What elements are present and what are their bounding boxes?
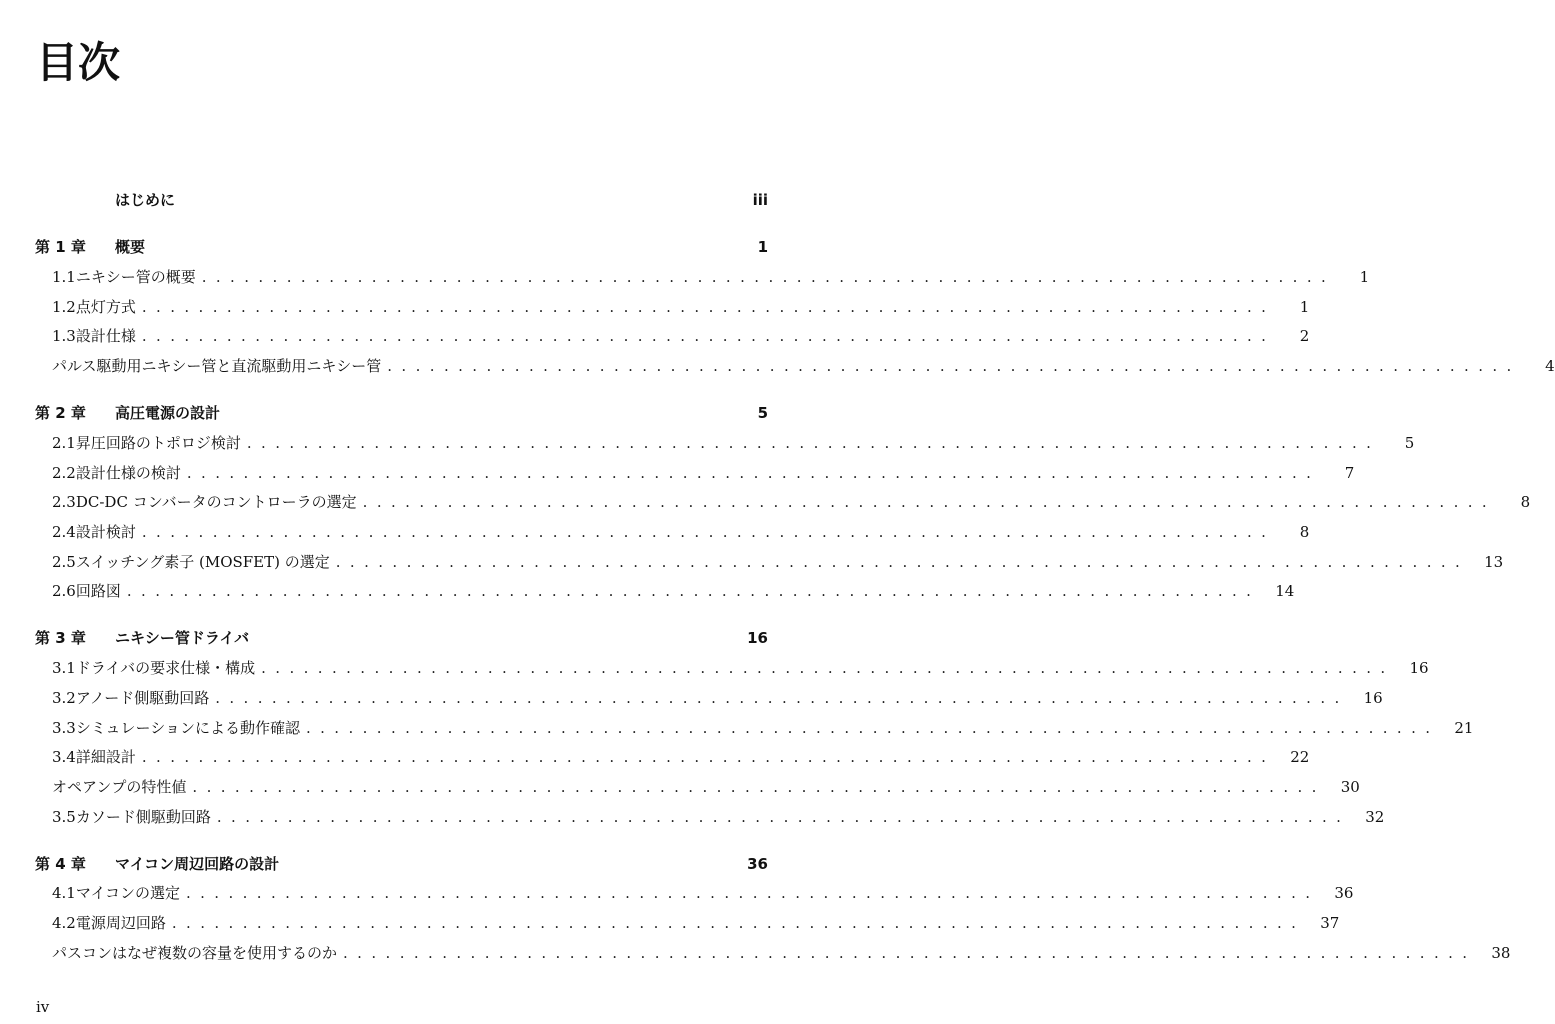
- entry-number: 1.1: [52, 267, 76, 286]
- entry-title: 高圧電源の設計: [115, 404, 221, 423]
- entry-page: 13: [1484, 552, 1504, 571]
- entry-number: 2.5: [52, 552, 76, 571]
- entry-number: 第 4 章: [35, 854, 86, 873]
- page-title: 目次: [36, 38, 121, 87]
- entry-title: 点灯方式: [75, 297, 136, 316]
- entry-page: 21: [1454, 718, 1474, 737]
- entry-title: ニキシー管ドライバ: [115, 629, 250, 648]
- entry-page: 36: [747, 854, 768, 873]
- toc-entry[interactable]: [0, 773, 1360, 803]
- dot-leader: ................................................................................: [215, 688, 1349, 707]
- toc-chapter-entry[interactable]: [0, 233, 790, 263]
- toc-entry[interactable]: [0, 684, 1383, 714]
- entry-title: アノード側駆動回路: [75, 688, 210, 707]
- entry-title: マイコン周辺回路の設計: [115, 854, 280, 873]
- dot-leader: ................................................................................: [246, 433, 1381, 452]
- entry-number: 3.2: [52, 688, 76, 707]
- dot-leader: ................................................................................: [387, 356, 1521, 375]
- entry-title: 概要: [115, 238, 146, 257]
- entry-title: 回路図: [75, 582, 121, 601]
- dot-leader: ................................................................................: [141, 327, 1276, 346]
- toc-entry[interactable]: [0, 803, 1385, 833]
- entry-page: 22: [1290, 748, 1310, 767]
- toc-entry[interactable]: [0, 293, 1310, 323]
- dot-leader: ................................................................................: [305, 718, 1440, 737]
- dot-leader: ................................................................................: [141, 748, 1276, 767]
- toc-entry[interactable]: [0, 654, 1429, 684]
- entry-title: シミュレーションによる動作確認: [75, 718, 300, 737]
- entry-number: 4.2: [52, 914, 76, 933]
- entry-page: 1: [757, 238, 768, 257]
- toc-entry[interactable]: [0, 548, 1504, 578]
- entry-page: 32: [1365, 807, 1385, 826]
- toc-entry[interactable]: [0, 909, 1340, 939]
- entry-page: 1: [1359, 267, 1370, 286]
- entry-title: ニキシー管の概要: [75, 267, 196, 286]
- toc-entry[interactable]: [0, 488, 1531, 518]
- entry-page: 5: [1404, 433, 1415, 452]
- entry-page: iii: [752, 191, 768, 209]
- entry-page: 30: [1340, 777, 1360, 796]
- entry-number: 4.1: [52, 884, 76, 903]
- toc-entry[interactable]: [0, 263, 1370, 293]
- entry-page: 1: [1299, 297, 1310, 316]
- page-number: iv: [36, 998, 50, 1016]
- entry-number: 3.5: [52, 807, 76, 826]
- entry-number: 2.1: [52, 433, 76, 452]
- entry-number: 2.3: [52, 493, 76, 512]
- entry-page: 16: [747, 629, 768, 648]
- entry-title: 設計仕様: [75, 327, 136, 346]
- toc-chapter-entry[interactable]: [0, 624, 790, 654]
- dot-leader: ................................................................................: [126, 582, 1261, 601]
- entry-page: 2: [1299, 327, 1310, 346]
- entry-number: 2.2: [52, 463, 76, 482]
- entry-title: 設計検討: [75, 522, 136, 541]
- entry-number: 3.3: [52, 718, 76, 737]
- table-of-contents: [0, 186, 1555, 969]
- toc-entry[interactable]: [0, 577, 1295, 607]
- entry-title: 昇圧回路のトポロジ検討: [75, 433, 241, 452]
- toc-chapter-entry[interactable]: [0, 399, 790, 429]
- toc-entry[interactable]: [0, 879, 1354, 909]
- entry-number: 1.2: [52, 297, 76, 316]
- entry-title: はじめに: [115, 191, 176, 209]
- entry-page: 16: [1409, 659, 1429, 678]
- dot-leader: ................................................................................: [192, 777, 1326, 796]
- entry-number: 2.6: [52, 582, 76, 601]
- dot-leader: ................................................................................: [216, 807, 1351, 826]
- toc-entry[interactable]: [0, 322, 1310, 352]
- toc-entry[interactable]: [0, 939, 1511, 969]
- entry-title: マイコンの選定: [75, 884, 180, 903]
- entry-page: 36: [1334, 884, 1354, 903]
- entry-number: 3.4: [52, 748, 76, 767]
- entry-page: 8: [1520, 493, 1531, 512]
- toc-chapter-entry[interactable]: [0, 186, 790, 216]
- entry-number: 1.3: [52, 327, 76, 346]
- entry-title: パスコンはなぜ複数の容量を使用するのか: [52, 943, 338, 962]
- entry-title: カソード側駆動回路: [75, 807, 211, 826]
- entry-title: ドライバの要求仕様・構成: [75, 659, 256, 678]
- entry-title: 電源周辺回路: [75, 914, 166, 933]
- entry-page: 8: [1299, 522, 1310, 541]
- entry-title: オペアンプの特性値: [52, 777, 187, 796]
- entry-title: 設計仕様の検討: [75, 463, 181, 482]
- dot-leader: ................................................................................: [185, 884, 1320, 903]
- dot-leader: ................................................................................: [141, 522, 1276, 541]
- entry-page: 16: [1363, 688, 1383, 707]
- entry-number: 第 3 章: [35, 629, 86, 648]
- entry-title: パルス駆動用ニキシー管と直流駆動用ニキシー管: [52, 356, 382, 375]
- dot-leader: ................................................................................: [335, 552, 1470, 571]
- toc-entry[interactable]: [0, 429, 1415, 459]
- toc-chapter-entry[interactable]: [0, 850, 790, 880]
- entry-number: 3.1: [52, 659, 76, 678]
- entry-page: 14: [1275, 582, 1295, 601]
- entry-title: 詳細設計: [75, 748, 136, 767]
- entry-title: スイッチング素子 (MOSFET) の選定: [75, 552, 330, 571]
- entry-page: 38: [1491, 943, 1511, 962]
- dot-leader: ................................................................................: [186, 463, 1321, 482]
- dot-leader: ................................................................................: [261, 659, 1395, 678]
- entry-page: 37: [1320, 914, 1340, 933]
- dot-leader: ................................................................................: [201, 267, 1336, 286]
- dot-leader: ................................................................................: [171, 914, 1306, 933]
- entry-page: 7: [1344, 463, 1355, 482]
- toc-entry[interactable]: [0, 352, 1555, 382]
- toc-entry[interactable]: [0, 714, 1474, 744]
- dot-leader: ................................................................................: [343, 943, 1477, 962]
- entry-page: 5: [757, 404, 768, 423]
- entry-number: 2.4: [52, 522, 76, 541]
- entry-number: 第 2 章: [35, 404, 86, 423]
- dot-leader: ................................................................................: [141, 297, 1276, 316]
- entry-title: DC-DC コンバータのコントローラの選定: [75, 493, 357, 512]
- entry-number: 第 1 章: [35, 238, 86, 257]
- toc-entry[interactable]: [0, 518, 1310, 548]
- dot-leader: ................................................................................: [362, 493, 1497, 512]
- toc-entry[interactable]: [0, 459, 1355, 489]
- toc-entry[interactable]: [0, 743, 1310, 773]
- entry-page: 4: [1545, 356, 1555, 375]
